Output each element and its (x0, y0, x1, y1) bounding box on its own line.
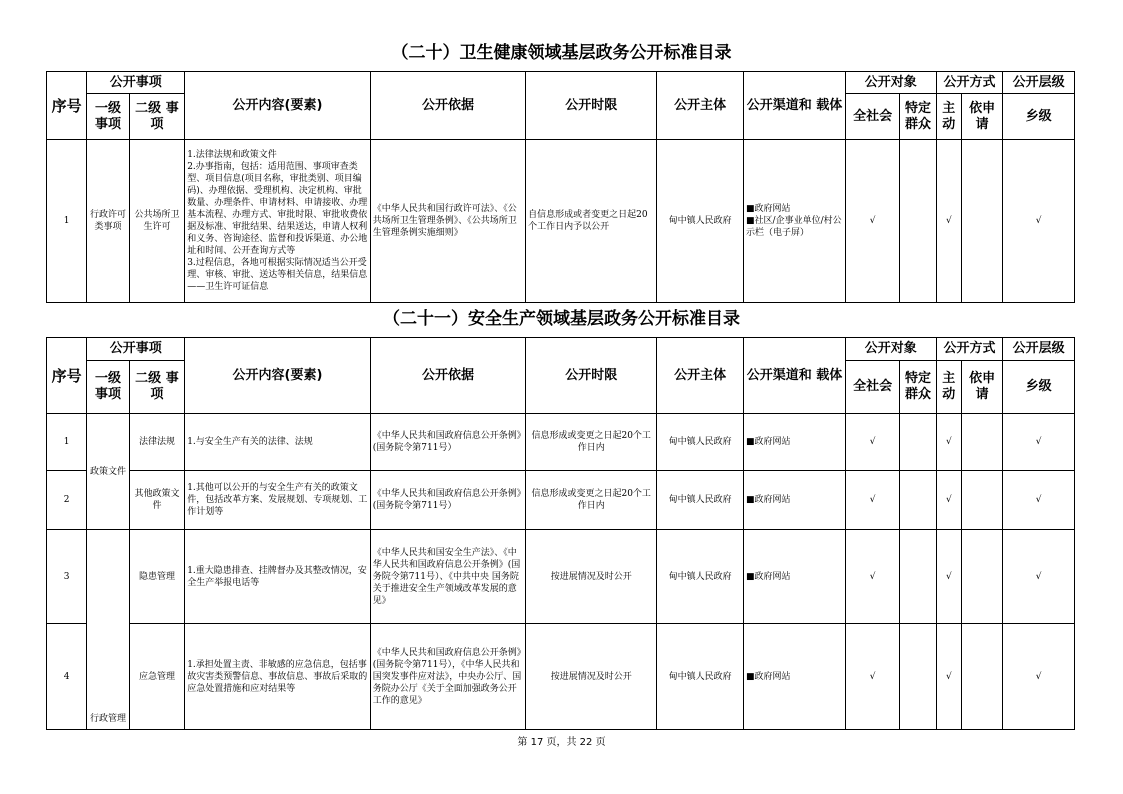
header-level2: 二级 事项 (129, 94, 184, 140)
row-target-specific (900, 140, 936, 303)
row-target-all: √ (845, 140, 899, 303)
header-basis: 公开依据 (370, 338, 525, 414)
row-target-specific (900, 530, 936, 624)
header-seq: 序号 (47, 72, 87, 140)
row-content-text: 1.法律法规和政策文件 2.办事指南，包括：适用范围、事项审查类型、项目信息(项目名称，审批类别、项目编码)、办理依据、受理机构、决定机构、审批数量、办理条件、申请材料、申请接收、办理基本流程、办理方式、审批时限、审批收费依据及标准、审批结果、结果送达，申请人权利和义务、咨询途径、监督和投诉渠道、办公地址和时间、公开查询方式等 3.过程信息，各地可根据实际情况适当公开受理、审核、审批、送达等相关信息，结果信息——卫生许可证信息 (187, 150, 368, 292)
row-subject: 甸中镇人民政府 (657, 414, 744, 471)
header-subject: 公开主体 (657, 338, 744, 414)
row-target-all: √ (845, 471, 899, 530)
header-matters: 公开事项 (87, 338, 185, 361)
row-level-town: √ (1003, 414, 1075, 471)
row-seq: 3 (47, 530, 87, 624)
header-method-request: 依申请 (961, 361, 1002, 414)
row-method-active: √ (936, 471, 961, 530)
row-subject: 甸中镇人民政府 (657, 530, 744, 624)
page-footer: 第 17 页，共 22 页 (517, 737, 606, 748)
row-level2: 公共场所卫生许可 (129, 140, 184, 303)
header-channel: 公开渠道和 载体 (744, 72, 846, 140)
header-target: 公开对象 (845, 338, 936, 361)
row-basis: 《中华人民共和国政府信息公开条例》(国务院令第711号） (370, 471, 525, 530)
row-basis: 《中华人民共和国政府信息公开条例》(国务院令第711号），《中华人民共和国突发事件应对法》，中央办公厅、国务院办公厅《关于全面加强政务公开工作的意见》 (370, 624, 525, 730)
table-row (47, 414, 1075, 471)
row-level2: 应急管理 (129, 624, 184, 730)
row-seq: 4 (47, 624, 87, 730)
row-basis: 《中华人民共和国政府信息公开条例》(国务院令第711号） (370, 414, 525, 471)
row-method-active: √ (936, 624, 961, 730)
row-seq: 2 (47, 471, 87, 530)
row-content: 1.重大隐患排查、挂牌督办及其整改情况，安全生产举报电话等 (185, 530, 371, 624)
header-deadline: 公开时限 (526, 338, 657, 414)
header-level-town: 乡级 (1003, 94, 1075, 140)
group-policy-docs: 政策文件 (87, 414, 129, 530)
section21-table (46, 337, 1075, 730)
row-level-town: √ (1003, 471, 1075, 530)
row-method-request (961, 530, 1002, 624)
row-method-active: √ (936, 140, 961, 303)
header-content: 公开内容(要素) (185, 338, 371, 414)
header-target: 公开对象 (845, 72, 936, 94)
header-deadline: 公开时限 (526, 72, 657, 140)
header-method: 公开方式 (936, 72, 1003, 94)
section21-title: （二十一）安全生产领域基层政务公开标准目录 (383, 309, 740, 329)
header-subject: 公开主体 (657, 72, 744, 140)
row-target-specific (900, 471, 936, 530)
header-target-all: 全社会 (845, 361, 899, 414)
row-channel: ■政府网站 (744, 530, 846, 624)
row-target-specific (900, 414, 936, 471)
row-target-all: √ (845, 414, 899, 471)
row-channel: ■政府网站 (744, 471, 846, 530)
row-seq: 1 (47, 414, 87, 471)
header-level1: 一级事项 (87, 361, 129, 414)
row-subject: 甸中镇人民政府 (657, 140, 744, 303)
row-seq: 1 (47, 140, 87, 303)
table-row (47, 140, 1075, 303)
header-seq: 序号 (47, 338, 87, 414)
header-target-all: 全社会 (845, 94, 899, 140)
header-method-active: 主动 (936, 361, 961, 414)
row-method-active: √ (936, 414, 961, 471)
row-channel (744, 140, 846, 303)
row-method-request (961, 624, 1002, 730)
row-method-active: √ (936, 530, 961, 624)
row-deadline: 按进展情况及时公开 (526, 530, 657, 624)
row-level-town: √ (1003, 530, 1075, 624)
header-content: 公开内容(要素) (185, 72, 371, 140)
header-target-specific: 特定群众 (900, 94, 936, 140)
row-content: 1.承担处置主责、非敏感的应急信息，包括事故灾害类预警信息、事故信息、事故后采取的应急处置措施和应对结果等 (185, 624, 371, 730)
header-level: 公开层级 (1003, 338, 1075, 361)
section20-table (46, 71, 1075, 303)
row-channel: ■政府网站 (744, 414, 846, 471)
group-administration: 行政管理 (87, 530, 129, 730)
row-content (185, 140, 371, 303)
row-channel-text: ■政府网站 ■社区/企事业单位/村公示栏（电子屏） (746, 204, 842, 238)
row-deadline: 自信息形成或者变更之日起20个工作日内予以公开 (526, 140, 657, 303)
table-row (47, 471, 1075, 530)
header-method-active: 主动 (936, 94, 961, 140)
table-row (47, 624, 1075, 730)
header-basis: 公开依据 (370, 72, 525, 140)
header-method-request: 依申请 (961, 94, 1002, 140)
row-method-request (961, 414, 1002, 471)
row-deadline: 信息形成或变更之日起20个工作日内 (526, 471, 657, 530)
section20-title: （二十）卫生健康领域基层政务公开标准目录 (391, 43, 732, 63)
row-target-all: √ (845, 624, 899, 730)
header-level: 公开层级 (1003, 72, 1075, 94)
row-deadline: 按进展情况及时公开 (526, 624, 657, 730)
table-row (47, 530, 1075, 624)
row-level2: 其他政策文件 (129, 471, 184, 530)
row-level1: 行政许可类事项 (87, 140, 129, 303)
row-target-specific (900, 624, 936, 730)
row-subject: 甸中镇人民政府 (657, 624, 744, 730)
header-matters: 公开事项 (87, 72, 185, 94)
row-level-town: √ (1003, 624, 1075, 730)
row-target-all: √ (845, 530, 899, 624)
row-subject: 甸中镇人民政府 (657, 471, 744, 530)
header-level1: 一级事项 (87, 94, 129, 140)
row-level-town: √ (1003, 140, 1075, 303)
header-level-town: 乡级 (1003, 361, 1075, 414)
row-content: 1.其他可以公开的与安全生产有关的政策文件，包括改革方案、发展规划、专项规划、工作计划等 (185, 471, 371, 530)
header-target-specific: 特定群众 (900, 361, 936, 414)
row-basis: 《中华人民共和国行政许可法》、《公共场所卫生管理条例》、《公共场所卫生管理条例实施细则》 (370, 140, 525, 303)
row-level2: 法律法规 (129, 414, 184, 471)
row-channel: ■政府网站 (744, 624, 846, 730)
row-deadline: 信息形成或变更之日起20个工作日内 (526, 414, 657, 471)
row-method-request (961, 140, 1002, 303)
header-channel: 公开渠道和 载体 (744, 338, 846, 414)
row-basis: 《中华人民共和国安全生产法》、《中华人民共和国政府信息公开条例》(国务院令第711号）、《中共中央 国务院关于推进安全生产领域改革发展的意见》 (370, 530, 525, 624)
row-level2: 隐患管理 (129, 530, 184, 624)
row-method-request (961, 471, 1002, 530)
header-level2: 二级 事项 (129, 361, 184, 414)
header-method: 公开方式 (936, 338, 1003, 361)
row-content: 1.与安全生产有关的法律、法规 (185, 414, 371, 471)
